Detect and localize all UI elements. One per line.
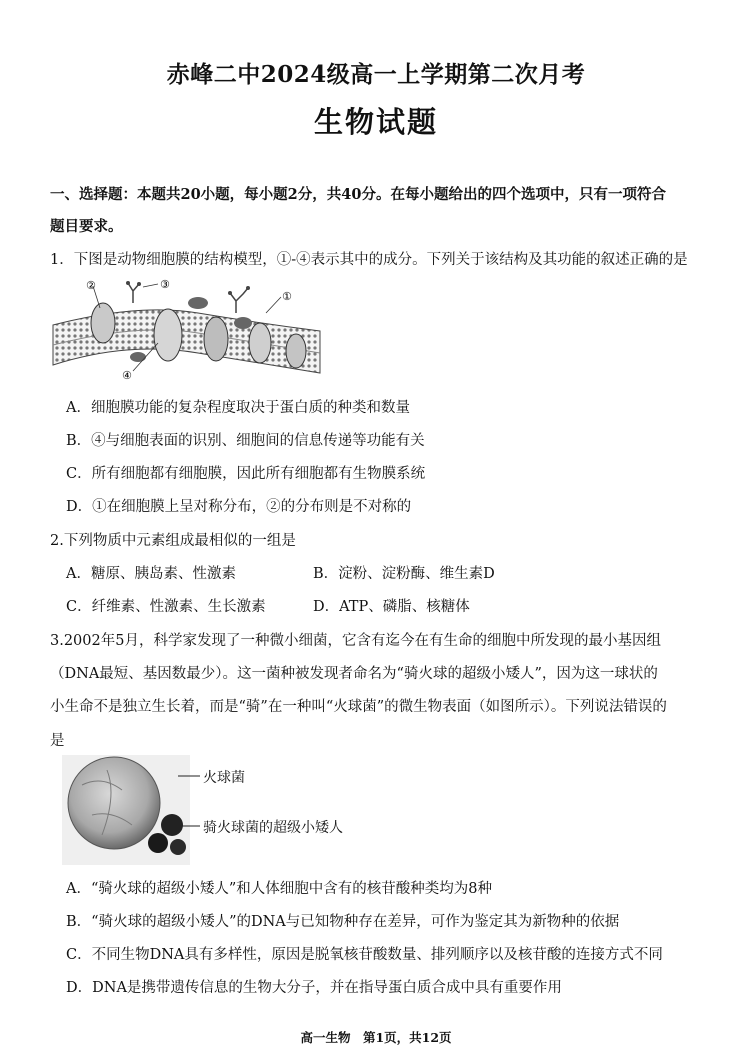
label-fireball-bacteria: 火球菌 xyxy=(203,770,245,786)
fig-label-3: ③ xyxy=(160,278,170,291)
fig-label-4: ④ xyxy=(122,369,132,382)
cell-membrane-figure xyxy=(48,273,323,385)
q1-option-b: B．④与细胞表面的识别、细胞间的信息传递等功能有关 xyxy=(66,433,425,449)
page-footer: 高一生物 第1页，共12页 xyxy=(300,1030,452,1045)
exam-subject: 生物试题 xyxy=(313,105,438,139)
q1-stem: 1．下图是动物细胞膜的结构模型，①-④表示其中的成分。下列关于该结构及其功能的叙述正确的是 xyxy=(50,252,688,268)
q3-stem-line3: 小生命不是独立生长着，而是“骑”在一种叫“火球菌”的微生物表面（如图所示）。下列说法错误的 xyxy=(50,699,667,715)
q3-option-c: C．不同生物DNA具有多样性，原因是脱氧核苷酸数量、排列顺序以及核苷酸的连接方式不同 xyxy=(66,947,663,963)
q3-option-a: A．“骑火球的超级小矮人”和人体细胞中含有的核苷酸种类均为8种 xyxy=(66,881,493,897)
q3-stem-line1: 3.2002年5月，科学家发现了一种微小细菌，它含有迄今在有生命的细胞中所发现的最小基因组 xyxy=(50,633,661,649)
section-heading-line2: 题目要求。 xyxy=(50,218,123,235)
section-heading-line1: 一、选择题：本题共20小题，每小题2分，共40分。在每小题给出的四个选项中，只有一项符合 xyxy=(50,186,666,203)
q3-option-b: B．“骑火球的超级小矮人”的DNA与已知物种存在差异，可作为鉴定其为新物种的依据 xyxy=(66,914,620,930)
q1-option-d: D．①在细胞膜上呈对称分布，②的分布则是不对称的 xyxy=(66,499,412,515)
q3-stem-line2: （DNA最短、基因数最少）。这一菌种被发现者命名为“骑火球的超级小矮人”，因为这一球状的 xyxy=(50,666,658,682)
exam-title: 赤峰二中2024级高一上学期第二次月考 xyxy=(166,61,586,88)
q2-option-b: B．淀粉、淀粉酶、维生素D xyxy=(313,566,495,582)
label-super-dwarf: 骑火球菌的超级小矮人 xyxy=(203,820,343,836)
fig-label-2: ② xyxy=(86,279,96,292)
q1-option-c: C．所有细胞都有细胞膜，因此所有细胞都有生物膜系统 xyxy=(66,466,426,482)
q2-option-d: D．ATP、磷脂、核糖体 xyxy=(313,599,470,615)
q2-stem: 2.下列物质中元素组成最相似的一组是 xyxy=(50,533,296,549)
q2-option-a: A．糖原、胰岛素、性激素 xyxy=(66,566,236,582)
q1-option-a: A．细胞膜功能的复杂程度取决于蛋白质的种类和数量 xyxy=(66,400,410,416)
q2-option-c: C．纤维素、性激素、生长激素 xyxy=(66,599,266,615)
fireball-bacteria-photo xyxy=(62,755,190,865)
fig-label-1: ① xyxy=(282,290,292,303)
q3-option-d: D．DNA是携带遗传信息的生物大分子，并在指导蛋白质合成中具有重要作用 xyxy=(66,980,562,996)
q3-stem-line4: 是 xyxy=(50,733,65,749)
